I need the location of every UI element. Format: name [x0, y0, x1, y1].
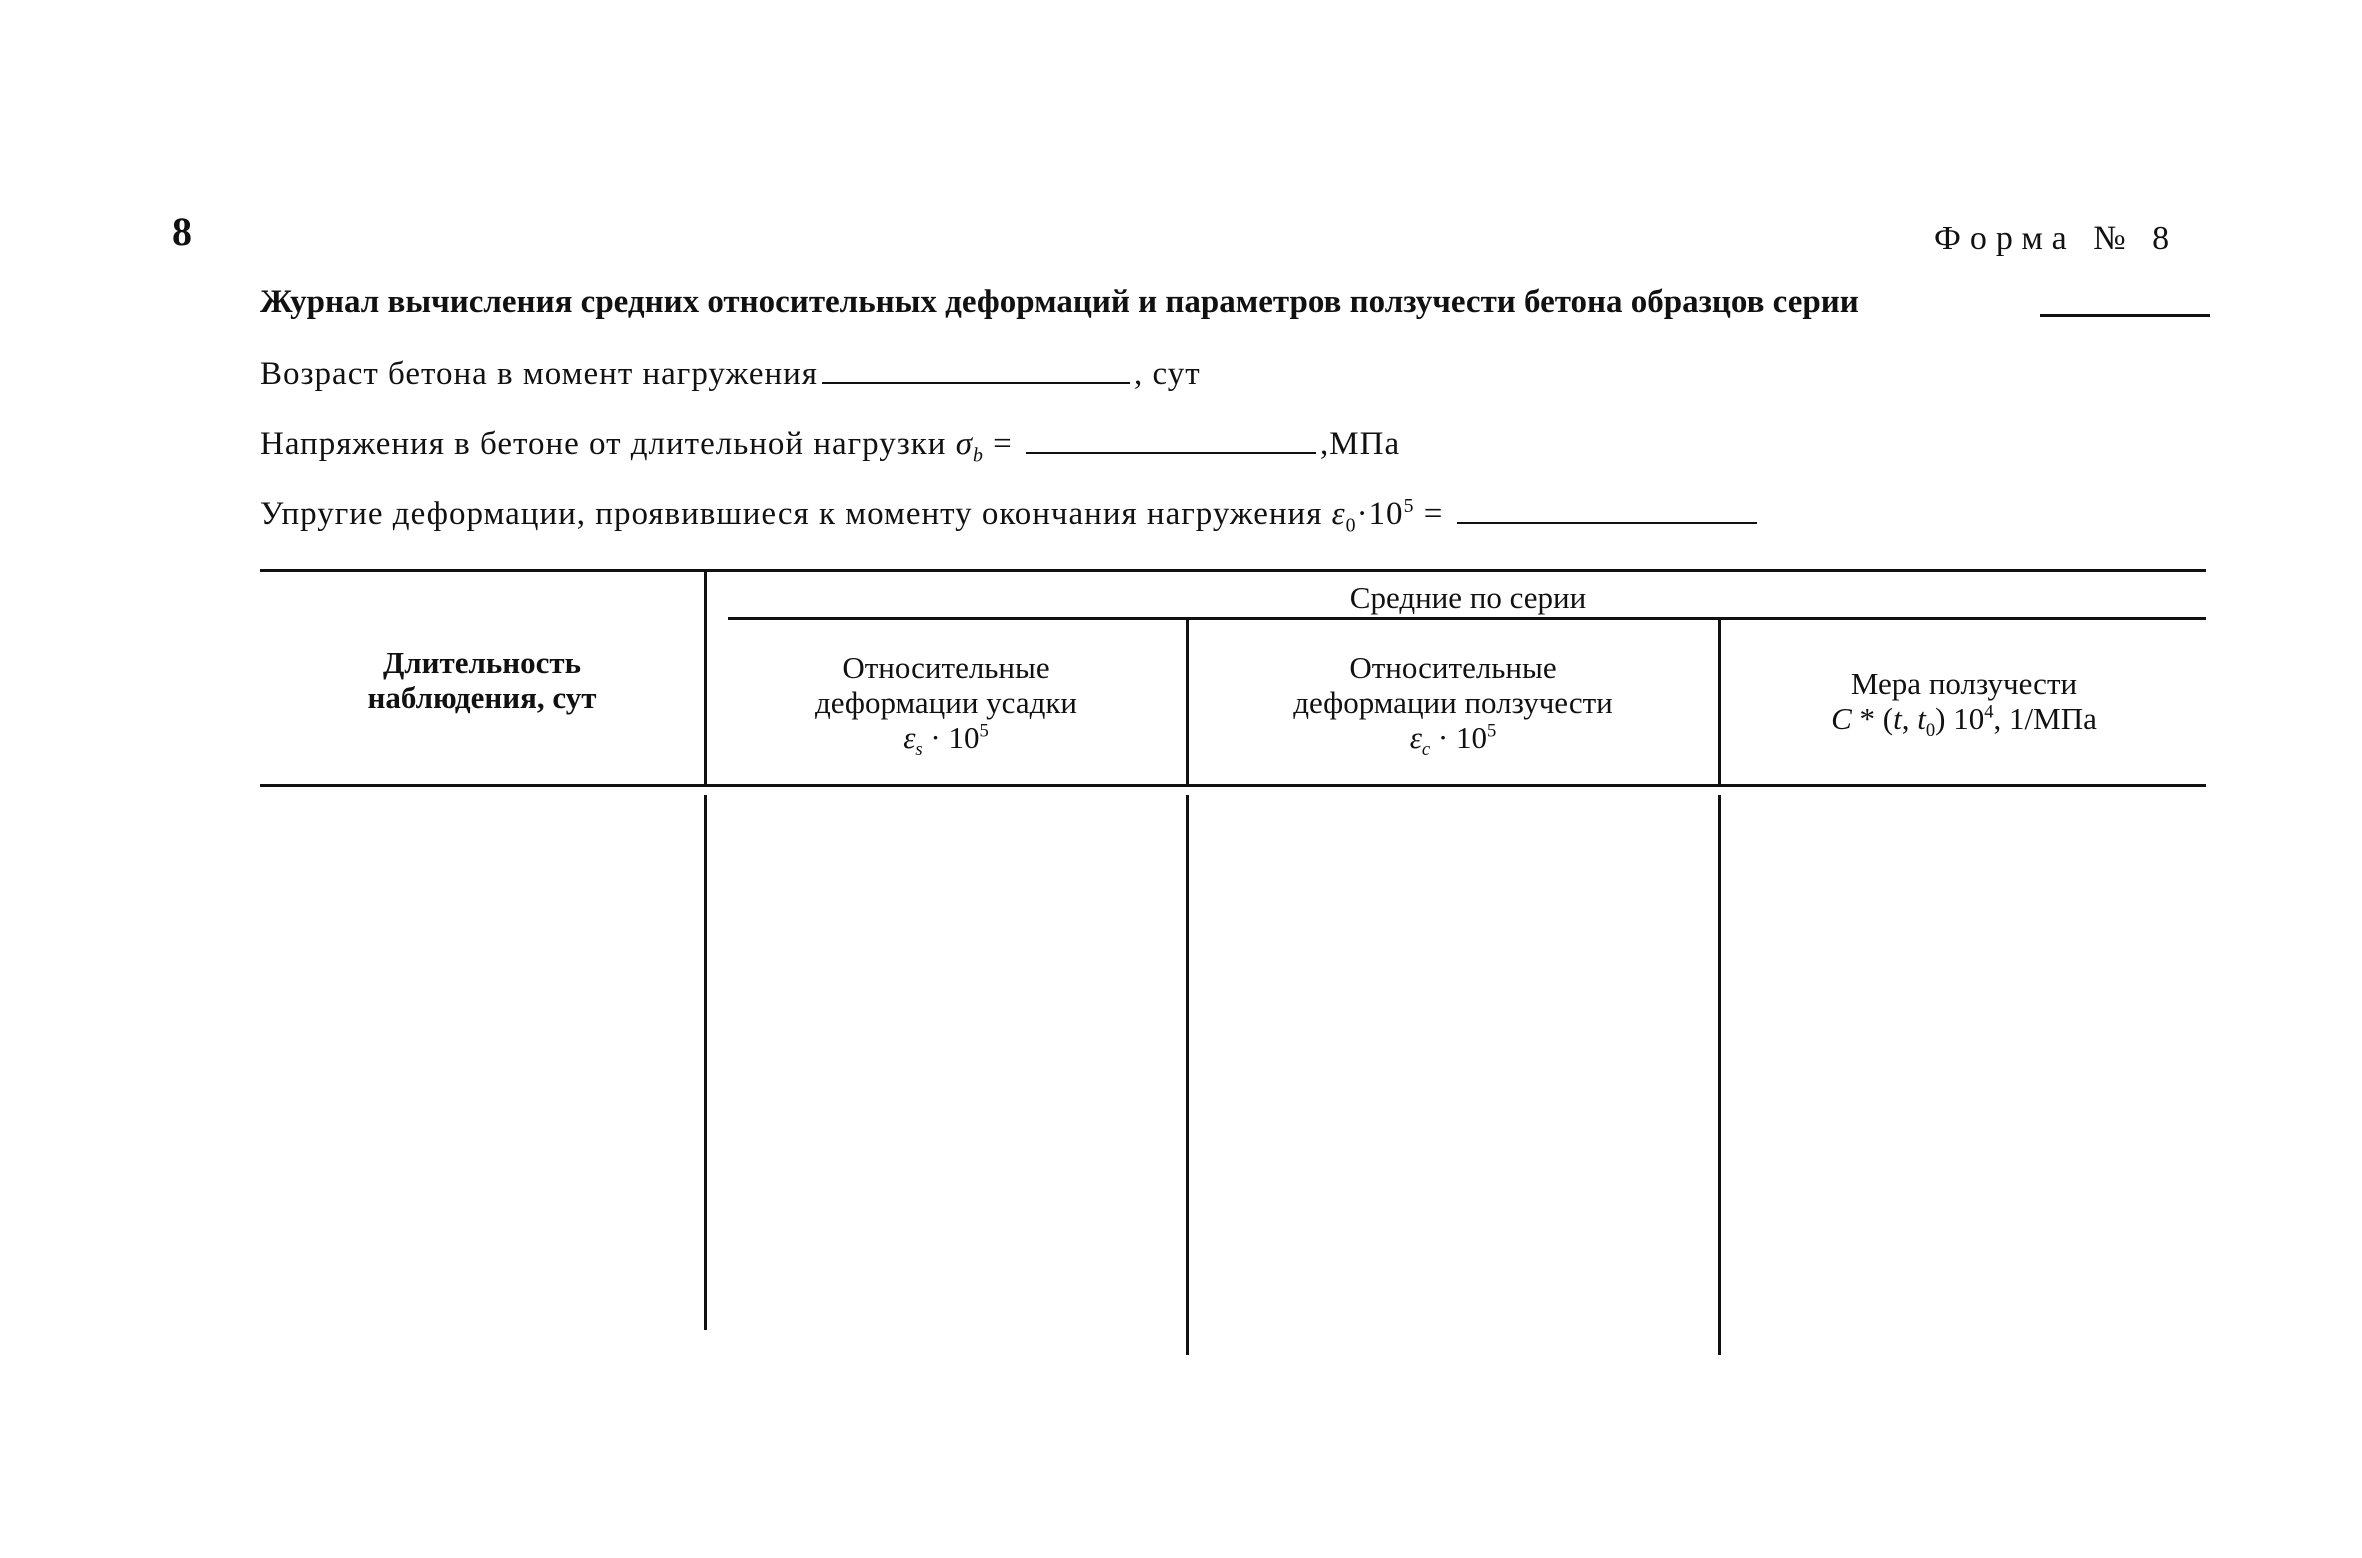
elastic-deformation-field	[260, 492, 1761, 537]
column-divider-1-header	[704, 572, 707, 784]
table-top-rule	[260, 569, 2206, 572]
page-number: 8	[172, 209, 192, 254]
table-body[interactable]	[262, 790, 2206, 1360]
column-divider-2-header	[1186, 620, 1189, 784]
table-header-bottom-rule	[260, 784, 2206, 787]
journal-title: Журнал вычисления средних относительных деформаций и параметров ползучести бетона образцов серии	[260, 284, 1859, 320]
stress-input[interactable]	[1026, 422, 1316, 454]
stress-symbol: $\sigma_b$	[955, 426, 984, 467]
concrete-age-input[interactable]	[822, 352, 1130, 384]
shrinkage-column-header: Относительные деформации усадки $\varepsilon_s \cdot 10^5$	[814, 650, 1078, 761]
creep-measure-column-header: Мера ползучести C * (t, $t_0$) $10^4$, 1/МПа	[1831, 666, 2097, 742]
form-number-label: Форма № 8	[1934, 220, 2179, 257]
stress-unit: ,МПа	[1320, 426, 1401, 462]
elastic-deformation-input[interactable]	[1457, 492, 1757, 524]
series-average-group-header: Средние по серии	[1349, 580, 1587, 615]
elastic-equals: =	[1414, 496, 1444, 532]
concrete-age-label: Возраст бетона в момент нагружения	[260, 356, 818, 392]
concrete-age-field	[260, 352, 1201, 393]
concrete-age-unit: , сут	[1134, 356, 1201, 392]
column-divider-3-header	[1718, 620, 1721, 784]
group-header-rule	[728, 617, 2206, 620]
stress-field	[260, 422, 1401, 467]
series-blank-line[interactable]	[2040, 314, 2210, 317]
stress-label: Напряжения в бетоне от длительной нагрузки	[260, 426, 947, 462]
stress-equals: =	[983, 426, 1013, 462]
elastic-symbol: $\varepsilon_0\cdot 10^5$	[1331, 495, 1415, 537]
elastic-deformation-label: Упругие деформации, проявившиеся к моменту окончания нагружения	[260, 496, 1323, 532]
duration-column-header: Длительность наблюдения, сут	[367, 645, 597, 715]
creep-deformation-column-header: Относительные деформации ползучести $\varepsilon_c \cdot 10^5$	[1293, 650, 1613, 761]
